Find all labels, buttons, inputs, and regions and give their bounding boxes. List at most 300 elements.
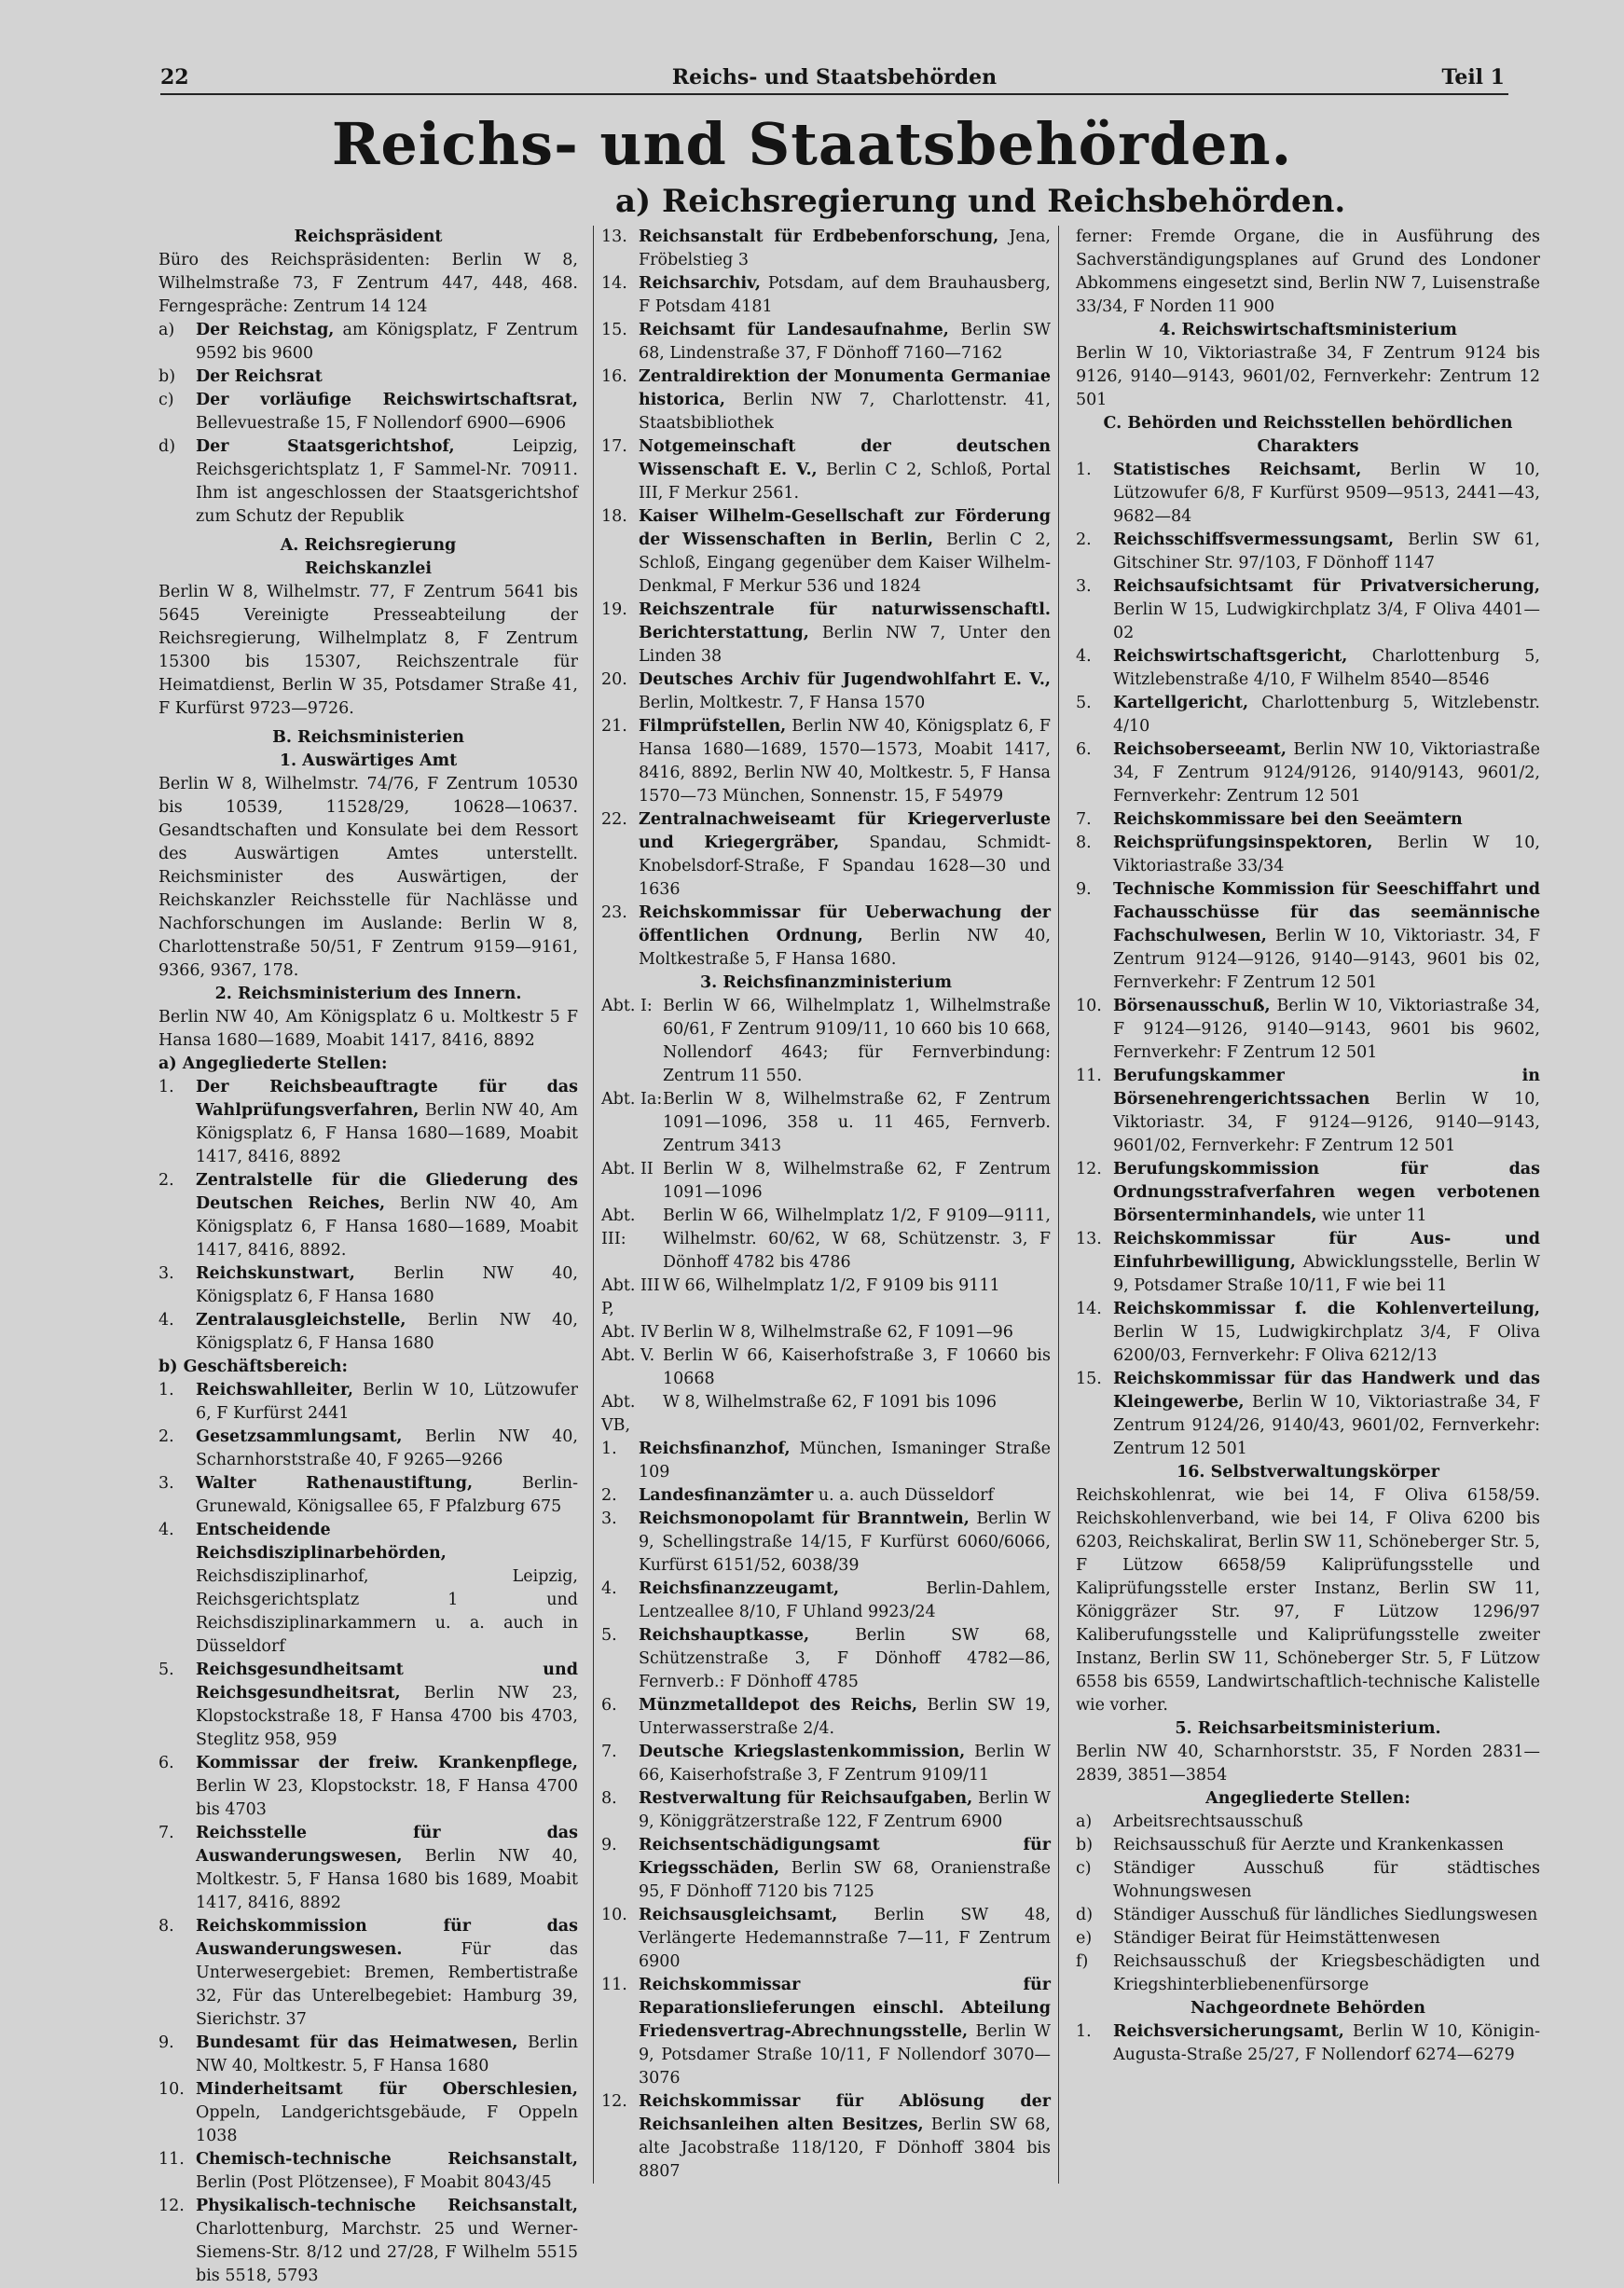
item-bold-name: Reichsarchiv, <box>639 274 761 293</box>
list-item <box>601 2090 1051 2184</box>
item-text <box>639 1624 1051 1694</box>
item-text <box>196 435 578 529</box>
list-item <box>601 1275 1051 1321</box>
column-1 <box>158 226 578 2288</box>
item-details: Berlin W 10, Viktoriastr. 34, F 9124—9126, 9140—9143, 9601/02, Fernverkehr: F Zentrum 12 501 <box>1113 1090 1540 1155</box>
list-item <box>1076 1904 1540 1927</box>
item-details: Berlin W 23, Klopstockstr. 18, F Hansa 4700 bis 4703 <box>196 1777 578 1819</box>
item-bold-name: Reichsanstalt für Erdbebenforschung, <box>639 227 999 246</box>
item-bold-name: Zentralnachweiseamt für Kriegerverluste und Kriegergräber, <box>639 810 1051 852</box>
list-item <box>1076 1368 1540 1461</box>
item-details: Berlin W 10, Viktoriastr. 34, F Zentrum 9124—9126, 9140—9143, 9601 bis 02, Fernverkehr: F Zentrum 12 501 <box>1113 927 1540 992</box>
item-bold-name: Reichskommissare bei den Seeämtern <box>1113 810 1463 829</box>
item-text: Berlin W 66, Wilhelmplatz 1/2, F 9109—9111, Wilhelmstr. 60/62, W 68, Schützenstr. 3, F Dönhoff 4782 bis 4786 <box>663 1206 1051 1272</box>
item-bold-name: Restverwaltung für Reichsaufgaben, <box>639 1789 973 1808</box>
item-number: 15. <box>601 321 627 339</box>
item-text <box>1113 645 1540 692</box>
item-details: Berlin W 10, Lützowufer 6, F Kurfürst 2441 <box>196 1381 578 1423</box>
item-number: 11. <box>601 1976 627 1994</box>
list-item <box>158 1379 578 1426</box>
item-details: am Königsplatz, F Zentrum 9592 bis 9600 <box>196 321 578 363</box>
item-text <box>196 365 578 389</box>
item-number: 6. <box>1076 740 1092 759</box>
item-text <box>639 1741 1051 1787</box>
item-text <box>1113 1158 1540 1228</box>
item-bold-name: Der Staatsgerichtshof, <box>196 437 455 456</box>
item-number: Abt. III P, <box>601 1276 660 1318</box>
list-item <box>1076 459 1540 529</box>
list-item <box>601 1578 1051 1624</box>
item-text <box>1113 808 1540 832</box>
list-item <box>158 1262 578 1309</box>
item-text: Arbeitsrechtsausschuß <box>1113 1812 1303 1831</box>
list-item <box>601 365 1051 435</box>
item-text <box>639 1484 1051 1508</box>
item-bold-name: Münzmetalldepot des Reichs, <box>639 1696 918 1715</box>
item-text: Ständiger Ausschuß für ländliches Siedlungswesen <box>1113 1906 1538 1924</box>
item-text: Berlin W 8, Wilhelmstraße 62, F 1091—96 <box>663 1323 1013 1342</box>
item-number: 9. <box>158 2033 174 2052</box>
item-text <box>196 2148 578 2195</box>
item-number: a) <box>158 321 175 339</box>
list-item <box>158 1822 578 1915</box>
item-number: 6. <box>601 1696 617 1715</box>
item-text <box>196 1379 578 1426</box>
item-text: Reichsausschuß der Kriegsbeschädigten und Kriegshinterbliebenenfürsorge <box>1113 1952 1540 1994</box>
list-item <box>1076 692 1540 738</box>
item-details: Berlin NW 7, Charlottenstr. 41, Staatsbibliothek <box>639 391 1051 433</box>
item-text <box>639 319 1051 365</box>
item-number: 9. <box>601 1836 617 1854</box>
heading-auswaertiges-amt: 1. Auswärtiges Amt <box>279 751 458 770</box>
list-item <box>601 1834 1051 1904</box>
item-text <box>1113 738 1540 808</box>
item-bold-name: Reichsamt für Landesaufnahme, <box>639 321 949 339</box>
heading-angegliederte: a) Angegliederte Stellen: <box>158 1054 388 1073</box>
list-item <box>601 1974 1051 2090</box>
item-bold-name: Landesfinanzämter <box>639 1486 814 1505</box>
item-bold-name: Reichskommissar für das Handwerk und das Kleingewerbe, <box>1113 1370 1540 1412</box>
item-bold-name: Notgemeinschaft der deutschen Wissenschaft E. V., <box>639 437 1051 479</box>
item-number: 4. <box>1076 647 1092 666</box>
paragraph-buero: Büro des Reichspräsidenten: Berlin W 8, Wilhelmstraße 73, F Zentrum 447, 448, 468. Ferngespräche: Zentrum 14 124 <box>158 251 578 316</box>
item-text <box>1113 692 1540 738</box>
section-subtitle: a) Reichsregierung und Reichsbehörden. <box>615 183 1346 220</box>
list-item <box>601 1438 1051 1484</box>
list-item <box>601 668 1051 715</box>
item-text <box>196 1915 578 2032</box>
item-text <box>1113 1065 1540 1158</box>
list-item <box>601 1484 1051 1508</box>
item-number: 22. <box>601 810 627 829</box>
item-text: Berlin W 66, Kaiserhofstraße 3, F 10660 bis 10668 <box>663 1346 1051 1388</box>
item-bold-name: Reichszentrale für naturwissenschaftl. Berichterstattung, <box>639 600 1051 642</box>
item-details: Berlin SW 48, Verlängerte Hedemannstraße 7—11, F Zentrum 6900 <box>639 1906 1051 1971</box>
list-arbeit-angegliedert <box>1076 1811 1540 1997</box>
paragraph-innern: Berlin NW 40, Am Königsplatz 6 u. Moltkestr 5 F Hansa 1680—1689, Moabit 1417, 8416, 8892 <box>158 1008 578 1050</box>
item-text <box>639 2090 1051 2184</box>
item-bold-name: Reichskommission für das Auswanderungswesen. <box>196 1917 578 1959</box>
item-details: Berlin SW 68, Lindenstraße 37, F Dönhoff 7160—7162 <box>639 321 1051 363</box>
heading-reichspraesident: Reichspräsident <box>294 227 443 246</box>
item-details: Berlin NW 40, Königsplatz 6, F Hansa 1680—1689, 1570—1573, Moabit 1417, 8416, 8892, Berlin NW 40, Moltkestr. 5, F Hansa 1570—73 München, Sonnenstr. 15, F 54979 <box>639 717 1051 806</box>
list-item <box>601 1624 1051 1694</box>
heading-angegliederte-stellen: Angegliederte Stellen: <box>1205 1789 1411 1808</box>
item-details: Berlin SW 19, Unterwasserstraße 2/4. <box>639 1696 1051 1738</box>
item-text <box>1113 995 1540 1065</box>
list-item <box>1076 738 1540 808</box>
item-number: 23. <box>601 903 627 922</box>
heading-selbstverwaltung: 16. Selbstverwaltungskörper <box>1177 1463 1439 1482</box>
item-text <box>196 2195 578 2288</box>
item-details: Charlottenburg 5, Witzlebenstr. 4/10 <box>1113 694 1540 736</box>
item-bold-name: Reichsoberseeamt, <box>1113 740 1287 759</box>
item-number: 14. <box>601 274 627 293</box>
item-text <box>196 389 578 435</box>
list-item <box>1076 808 1540 832</box>
item-bold-name: Reichswirtschaftsgericht, <box>1113 647 1348 666</box>
item-text <box>1113 832 1540 878</box>
item-bold-name: Reichsgesundheitsamt und Reichsgesundheitsrat, <box>196 1661 578 1702</box>
item-text: W 66, Wilhelmplatz 1/2, F 9109 bis 9111 <box>663 1276 1000 1295</box>
heading-geschaeftsbereich: b) Geschäftsbereich: <box>158 1358 348 1376</box>
item-text <box>196 1822 578 1915</box>
item-text <box>196 1659 578 1752</box>
item-text <box>196 1309 578 1356</box>
item-text <box>1113 529 1540 575</box>
item-number: Abt. IV <box>601 1323 659 1342</box>
item-text <box>1113 1228 1540 1298</box>
item-number: 10. <box>1076 997 1102 1015</box>
item-number: 18. <box>601 507 627 526</box>
item-text <box>639 435 1051 505</box>
item-bold-name: Physikalisch-technische Reichsanstalt, <box>196 2197 578 2215</box>
item-text <box>1113 878 1540 995</box>
item-text <box>1113 1298 1540 1368</box>
paragraph-reichskanzlei: Berlin W 8, Wilhelmstr. 77, F Zentrum 5641 bis 5645 Vereinigte Presseabteilung der Reichsregierung, Wilhelmplatz 8, F Zentrum 15300 bis 15307, Reichszentrale für Heimatdienst, Berlin W 35, Potsdamer Straße 41, F Kurfürst 9723—9726. <box>158 583 578 718</box>
item-number: e) <box>1076 1929 1093 1948</box>
item-text: Reichsausschuß für Aerzte und Krankenkassen <box>1113 1836 1504 1854</box>
item-text: Ständiger Beirat für Heimstättenwesen <box>1113 1929 1440 1948</box>
list-item <box>1076 878 1540 995</box>
item-details: Berlin SW 61, Gitschiner Str. 97/103, F Dönhoff 1147 <box>1113 531 1540 572</box>
item-number: Abt. Ia: <box>601 1090 663 1109</box>
list-item <box>1076 1857 1540 1904</box>
list-item <box>601 435 1051 505</box>
item-details: Berlin, Moltkestr. 7, F Hansa 1570 <box>639 694 926 712</box>
list-item <box>1076 832 1540 878</box>
item-number: 3. <box>158 1474 174 1493</box>
item-bold-name: Gesetzsammlungsamt, <box>196 1427 403 1446</box>
item-text <box>196 1262 578 1309</box>
list-item <box>1076 995 1540 1065</box>
item-details: Berlin-Dahlem, Lentzeallee 8/10, F Uhland 9923/24 <box>639 1579 1051 1621</box>
item-bold-name: Bundesamt für das Heimatwesen, <box>196 2033 518 2052</box>
item-bold-name: Kommissar der freiw. Krankenpflege, <box>196 1754 578 1772</box>
item-text <box>639 1694 1051 1741</box>
list-item <box>1076 645 1540 692</box>
item-bold-name: Statistisches Reichsamt, <box>1113 461 1362 479</box>
item-text: W 8, Wilhelmstraße 62, F 1091 bis 1096 <box>663 1393 997 1412</box>
item-number: 3. <box>1076 577 1092 596</box>
item-number: 3. <box>158 1264 174 1283</box>
list-item <box>158 1915 578 2032</box>
item-details: Charlottenburg 5, Witzlebenstraße 4/10, F Wilhelm 8540—8546 <box>1113 647 1540 689</box>
item-number: c) <box>1076 1859 1092 1878</box>
item-details: Berlin C 2, Schloß, Eingang gegenüber dem Kaiser Wilhelm-Denkmal, F Merkur 536 und 1824 <box>639 531 1052 596</box>
item-bold-name: Reichsstelle für das Auswanderungswesen, <box>196 1824 578 1866</box>
item-text <box>639 1787 1051 1834</box>
item-details: Berlin NW 7, Unter den Linden 38 <box>639 624 1051 666</box>
item-number: 2. <box>601 1486 617 1505</box>
list-item <box>158 1472 578 1519</box>
heading-arbeitsministerium: 5. Reichsarbeitsministerium. <box>1175 1719 1441 1738</box>
item-bold-name: Börsenausschuß, <box>1113 997 1271 1015</box>
list-item <box>158 1659 578 1752</box>
item-number: b) <box>1076 1836 1094 1854</box>
item-text: Berlin W 8, Wilhelmstraße 62, F Zentrum 1091—1096, 358 u. 11 465, Fernverb. Zentrum 3413 <box>663 1090 1051 1155</box>
list-item <box>601 1321 1051 1344</box>
item-number: 2. <box>158 1171 174 1190</box>
heading-reichskanzlei: Reichskanzlei <box>304 559 433 578</box>
list-item <box>158 2078 578 2148</box>
item-bold-name: Zentralstelle für die Gliederung des Deutschen Reiches, <box>196 1171 578 1213</box>
item-details: Leipzig, Reichsgerichtsplatz 1, F Sammel-Nr. 70911. Ihm ist angeschlossen der Staatsgerichtshof zum Schutz der Republik <box>196 437 578 526</box>
item-bold-name: Kartellgericht, <box>1113 694 1249 712</box>
item-text <box>196 2032 578 2078</box>
list-item <box>601 1508 1051 1578</box>
list-item <box>1076 2020 1540 2067</box>
item-details: Berlin W 15, Ludwigkirchplatz 3/4, F Oliva 6200/03, Fernverkehr: F Oliva 6212/13 <box>1113 1323 1540 1365</box>
item-bold-name: Walter Rathenaustiftung, <box>196 1474 474 1493</box>
list-item <box>158 389 578 435</box>
item-bold-name: Der Reichsbeauftragte für das Wahlprüfungsverfahren, <box>196 1078 578 1120</box>
list-item <box>601 1787 1051 1834</box>
item-bold-name: Reichsschiffsvermessungsamt, <box>1113 531 1395 549</box>
item-bold-name: Der Reichsrat <box>196 367 323 386</box>
item-text <box>1113 2020 1540 2067</box>
item-number: 9. <box>1076 880 1092 899</box>
item-number: 7. <box>601 1743 617 1761</box>
list-item <box>158 1752 578 1822</box>
item-text <box>196 1169 578 1262</box>
item-bold-name: Filmprüfstellen, <box>639 717 787 736</box>
item-text <box>639 599 1051 668</box>
item-number: Abt. II <box>601 1160 654 1178</box>
item-text <box>639 505 1051 599</box>
list-item <box>1076 1065 1540 1158</box>
item-number: 7. <box>158 1824 174 1842</box>
item-bold-name: Reichskommissar für Ablösung der Reichsanleihen alten Besitzes, <box>639 2092 1051 2134</box>
heading-wirtschaftsministerium: 4. Reichswirtschaftsministerium <box>1159 321 1457 339</box>
list-item <box>158 435 578 529</box>
list-item <box>158 1169 578 1262</box>
list-behoerden <box>1076 459 1540 1461</box>
list-item <box>601 1158 1051 1205</box>
item-bold-name: Reichswahlleiter, <box>196 1381 354 1399</box>
item-bold-name: Berufungskommission für das Ordnungsstrafverfahren wegen verbotenen Börsenterminhandels, <box>1113 1160 1540 1225</box>
item-details: Berlin NW 40, Am Königsplatz 6, F Hansa 1680—1689, Moabit 1417, 8416, 8892 <box>196 1101 578 1166</box>
item-text <box>639 668 1051 715</box>
item-text <box>639 365 1051 435</box>
heading-nachgeordnete: Nachgeordnete Behörden <box>1190 1999 1425 2018</box>
item-number: Abt. I: <box>601 997 653 1015</box>
heading-behoerden-C: C. Behörden und Reichsstellen behördlichen Charakters <box>1103 414 1513 456</box>
heading-reichsregierung: A. Reichsregierung <box>280 536 457 555</box>
list-item <box>158 1519 578 1659</box>
item-details: Berlin NW 40, Moltkestr. 5, F Hansa 1680 <box>196 2033 578 2075</box>
item-details: Charlottenburg, Marchstr. 25 und Werner-Siemens-Str. 8/12 und 27/28, F Wilhelm 5515 bis 5518, 5793 <box>196 2220 578 2285</box>
item-details: Berlin NW 40, Moltkestraße 5, F Hansa 1680. <box>639 927 1051 969</box>
item-text <box>639 1974 1051 2090</box>
item-details: Für das Unterwesergebiet: Bremen, Rembertistraße 32, Für das Unterelbegebiet: Hamburg 39, Sierichstr. 37 <box>196 1940 578 2029</box>
list-item <box>601 808 1051 902</box>
list-item <box>1076 575 1540 645</box>
item-details: Berlin W 10, Viktoriastraße 34, F 9124—9126, 9140—9143, 9601 bis 9602, Fernverkehr: F Zentrum 12 501 <box>1113 997 1540 1062</box>
item-details: Berlin NW 10, Viktoriastraße 34, F Zentrum 9124/9126, 9140/9143, 9601/2, Fernverkehr: Zentrum 12 501 <box>1113 740 1540 806</box>
item-details: Berlin NW 40, Moltkestr. 5, F Hansa 1680 bis 1689, Moabit 1417, 8416, 8892 <box>196 1847 578 1912</box>
list-item <box>601 226 1051 272</box>
list-innern-continued <box>601 226 1051 972</box>
item-bold-name: Zentralausgleichstelle, <box>196 1311 406 1330</box>
list-item <box>158 2148 578 2195</box>
item-number: 13. <box>601 227 627 246</box>
item-details: Berlin W 10, Lützowufer 6/8, F Kurfürst 9509—9513, 2441—43, 9682—84 <box>1113 461 1540 526</box>
item-text <box>639 808 1051 902</box>
list-item <box>601 505 1051 599</box>
item-details: Berlin NW 40, Königsplatz 6, F Hansa 1680 <box>196 1311 578 1353</box>
item-text <box>639 226 1051 272</box>
item-text <box>639 715 1051 808</box>
item-number: 3. <box>601 1509 617 1528</box>
item-number: 8. <box>601 1789 617 1808</box>
item-number: 1. <box>1076 2022 1092 2041</box>
list-item <box>601 902 1051 972</box>
item-number: b) <box>158 367 176 386</box>
item-number: 1. <box>158 1381 174 1399</box>
item-number: 11. <box>158 2150 185 2169</box>
heading-finanzministerium: 3. Reichsfinanzministerium <box>699 973 953 992</box>
item-text <box>1113 575 1540 645</box>
list-item <box>1076 1834 1540 1857</box>
item-bold-name: Reichskommissar für Aus- und Einfuhrbewilligung, <box>1113 1230 1540 1272</box>
item-bold-name: Reichskunstwart, <box>196 1264 355 1283</box>
list-finanz <box>601 1438 1051 2184</box>
item-number: Abt. V. <box>601 1346 655 1365</box>
item-bold-name: Berufungskammer in Börsenehrengerichtssachen <box>1113 1067 1540 1109</box>
item-number: 2. <box>158 1427 174 1446</box>
list-item <box>1076 1228 1540 1298</box>
item-number: Abt. III: <box>601 1206 636 1248</box>
item-number: 15. <box>1076 1370 1102 1388</box>
item-details: Oppeln, Landgerichtsgebäude, F Oppeln 1038 <box>196 2103 578 2145</box>
list-item <box>601 1391 1051 1438</box>
item-text <box>1113 1368 1540 1461</box>
item-number: 7. <box>1076 810 1092 829</box>
item-bold-name: Reichsausgleichsamt, <box>639 1906 838 1924</box>
running-title: Reichs- und Staatsbehörden <box>671 65 998 90</box>
list-item <box>601 1741 1051 1787</box>
item-details: Berlin-Grunewald, Königsallee 65, F Pfalzburg 675 <box>196 1474 578 1516</box>
item-number: 19. <box>601 600 627 619</box>
item-text: Ständiger Ausschuß für städtisches Wohnungswesen <box>1113 1859 1540 1901</box>
item-bold-name: Reichskommissar für Ueberwachung der öffentlichen Ordnung, <box>639 903 1051 945</box>
heading-innern: 2. Reichsministerium des Innern. <box>214 985 522 1003</box>
list-item <box>1076 1811 1540 1834</box>
item-bold-name: Kaiser Wilhelm-Gesellschaft zur Förderung der Wissenschaften in Berlin, <box>639 507 1051 549</box>
list-item <box>158 319 578 365</box>
item-bold-name: Reichskommissar für Reparationslieferungen einschl. Abteilung Friedensvertrag-Abrechnungsstelle, <box>639 1976 1051 2041</box>
list-item <box>1076 1158 1540 1228</box>
list-item <box>1076 1298 1540 1368</box>
item-number: d) <box>1076 1906 1094 1924</box>
page-number: 22 <box>160 65 189 90</box>
list-item <box>601 1904 1051 1974</box>
item-number: 1. <box>158 1078 174 1096</box>
item-number: 14. <box>1076 1300 1102 1318</box>
paragraph-arbeit: Berlin NW 40, Scharnhorststr. 35, F Norden 2831—2839, 3851—3854 <box>1076 1743 1540 1785</box>
item-bold-name: Reichsentschädigungsamt für Kriegsschäden, <box>639 1836 1051 1878</box>
paragraph-ferner: ferner: Fremde Organe, die in Ausführung des Sachverständigungsplanes auf Grund des Londoner Abkommens eingesetzt sind, Berlin NW 7, Luisenstraße 33/34, F Norden 11 900 <box>1076 227 1540 316</box>
item-text <box>1113 459 1540 529</box>
item-details: Berlin W 15, Ludwigkirchplatz 3/4, F Oliva 4401—02 <box>1113 600 1540 642</box>
item-number: 12. <box>158 2197 185 2215</box>
list-item <box>601 1088 1051 1158</box>
item-details: u. a. auch Düsseldorf <box>813 1486 994 1505</box>
item-text <box>196 319 578 365</box>
item-number: 5. <box>1076 694 1092 712</box>
item-number: 5. <box>601 1626 617 1645</box>
item-bold-name: Der vorläufige Reichswirtschaftsrat, <box>196 391 578 409</box>
item-number: 16. <box>601 367 627 386</box>
paragraph-selbstverwaltung: Reichskohlenrat, wie bei 14, F Oliva 6158/59. Reichskohlenverband, wie bei 14, F Oliva 6200 bis 6203, Reichskalirat, Berlin SW 11, Schöneberger Str. 5, F Lützow 6658/59 Kaliprüfungsstelle und Kaliprüfungsstelle erster Instanz, Berlin SW 11, Königgräzer Str. 97, F Lützow 1296/97 Kaliberufungsstelle und Kaliprüfungsstelle zweiter Instanz, Berlin SW 11, Schöneberger Str. 5, F Lützow 6558 bis 6559, Landwirtschaftlich-technische Kalistelle wie vorher. <box>1076 1486 1540 1715</box>
paragraph-wirtschaft: Berlin W 10, Viktoriastraße 34, F Zentrum 9124 bis 9126, 9140—9143, 9601/02, Fernverkehr: Zentrum 12 501 <box>1076 344 1540 409</box>
item-number: 10. <box>601 1906 627 1924</box>
item-details: Berlin W 9, Königgrätzerstraße 122, F Zentrum 6900 <box>639 1789 1051 1831</box>
item-details: Berlin NW 40, Königsplatz 6, F Hansa 1680 <box>196 1264 578 1306</box>
list-item <box>601 599 1051 668</box>
item-text <box>639 902 1051 972</box>
list-item <box>601 995 1051 1088</box>
item-number: 17. <box>601 437 627 456</box>
item-bold-name: Der Reichstag, <box>196 321 335 339</box>
list-item <box>1076 529 1540 575</box>
item-number: 8. <box>1076 834 1092 852</box>
item-number: 1. <box>601 1440 617 1458</box>
item-text <box>196 2078 578 2148</box>
list-nachgeordnete <box>1076 2020 1540 2067</box>
list-item <box>158 365 578 389</box>
item-details: Berlin W 10, Viktoriastraße 33/34 <box>1113 834 1540 875</box>
item-text <box>639 1578 1051 1624</box>
item-number: 6. <box>158 1754 174 1772</box>
item-details: Spandau, Schmidt-Knobelsdorf-Straße, F Spandau 1628—30 und 1636 <box>639 834 1051 899</box>
item-text <box>639 1904 1051 1974</box>
column-3 <box>1076 226 1540 2067</box>
list-item <box>601 319 1051 365</box>
item-details: Berlin NW 40, Scharnhorststraße 40, F 9265—9266 <box>196 1427 578 1469</box>
item-bold-name: Reichsaufsichtsamt für Privatversicherung, <box>1113 577 1540 596</box>
item-text: Berlin W 8, Wilhelmstraße 62, F Zentrum 1091—1096 <box>663 1160 1051 1202</box>
item-number: 1. <box>1076 461 1092 479</box>
item-bold-name: Reichsfinanzhof, <box>639 1440 791 1458</box>
item-details: Berlin (Post Plötzensee), F Moabit 8043/45 <box>196 2173 552 2192</box>
item-details: Berlin W 10, Viktoriastraße 34, F Zentrum 9124/26, 9140/43, 9601/02, Fernverkehr: Zentrum 12 501 <box>1113 1393 1540 1458</box>
item-number: 13. <box>1076 1230 1102 1248</box>
list-item <box>1076 1927 1540 1950</box>
item-details: Berlin W 66, Kaiserhofstraße 3, F Zentrum 9109/11 <box>639 1743 1051 1785</box>
item-details: Berlin SW 68, Oranienstraße 95, F Dönhoff 7120 bis 7125 <box>639 1859 1051 1901</box>
